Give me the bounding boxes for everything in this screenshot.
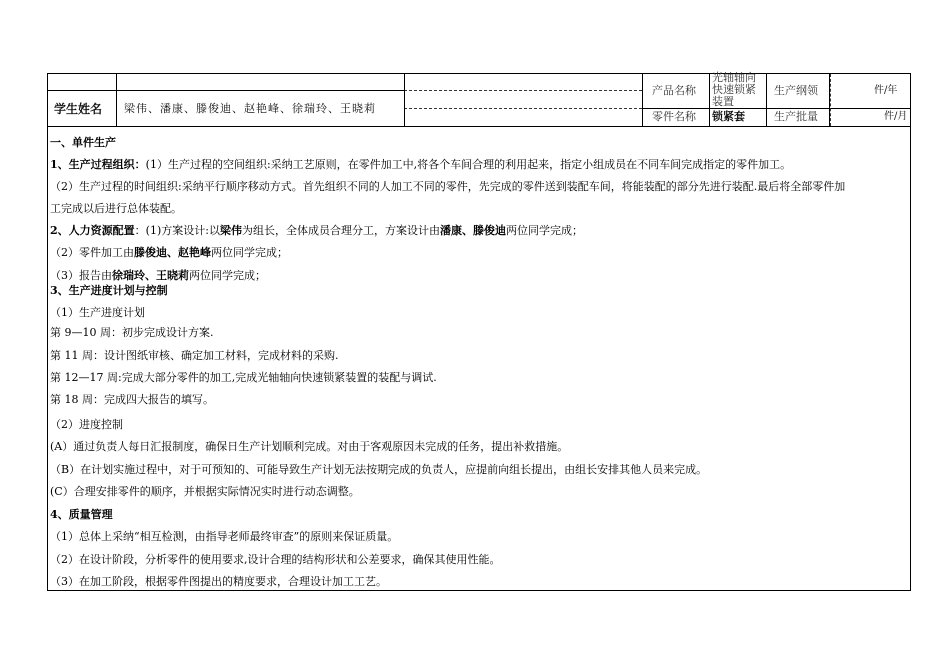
section-1-item-1 [50, 158, 791, 172]
quality-1: （1）总体上采纳“相互检测，由指导老师最终审查”的原则来保证质量。 [50, 530, 399, 543]
section-2-line1 [50, 224, 583, 238]
batch-label: 生产批量 [774, 110, 818, 123]
section-3-sub-2: （2）进度控制 [50, 418, 123, 431]
header-dash-top [404, 90, 642, 91]
program-unit: 件/年 [874, 85, 898, 96]
section-2-3-text-c: 两位同学完成； [189, 269, 266, 282]
control-c: (C）合理安排零件的顺序，并根据实际情况实时进行动态调整。 [50, 485, 360, 498]
product-value-line3: 装置 [712, 95, 734, 108]
product-value-line1: 光轴轴向 [712, 71, 756, 84]
program-label: 生产纲领 [774, 84, 818, 97]
header-col-4 [709, 74, 710, 126]
week-1: 第 9—10 周：初步完成设计方案. [50, 326, 214, 339]
header-col-1 [116, 74, 117, 126]
section-1-item-2-line1: （2）生产过程的时间组织:采纳平行顺序移动方式。首先组织不同的人加工不同的零件，先完成的零件送到装配车间，将能装配的部分先进行装配.最后将全部零件加 [50, 180, 846, 193]
section-3-sub-1: （1）生产进度计划 [50, 306, 145, 319]
header-col-5 [766, 74, 767, 126]
section-2-3-names: 徐瑞玲、王晓莉 [112, 269, 189, 282]
section-2-leader: 梁伟 [219, 224, 242, 237]
header-col-3 [642, 74, 643, 126]
section-2-line3 [50, 269, 266, 283]
section-2-3-text-a: （3）报告由 [50, 269, 112, 282]
product-label: 产品名称 [652, 84, 696, 97]
part-label: 零件名称 [652, 110, 696, 123]
student-names: 梁伟、潘康、滕俊迪、赵艳峰、徐瑞玲、王晓莉 [124, 102, 376, 115]
header-col-2 [404, 74, 405, 126]
section-2-2-text-a: （2）零件加工由 [50, 246, 134, 259]
section-1-item-1-label: 1、生产过程组织： [50, 158, 146, 171]
control-b: （B）在计划实施过程中，对于可预知的、可能导致生产计划无法按期完成的负责人，应提前向组长提出，由组长安排其他人员来完成。 [50, 463, 708, 476]
part-value: 锁紧套 [712, 110, 745, 123]
week-2: 第 11 周：设计图纸审核、确定加工材料，完成材料的采购. [50, 349, 339, 362]
section-2-designers: 潘康、滕俊迪 [439, 224, 506, 237]
section-2-line2 [50, 246, 288, 260]
section-2-text-a: ：(1)方案设计:以 [134, 224, 220, 237]
batch-unit: 件/月 [884, 111, 908, 122]
section-3-title: 3、生产进度计划与控制 [50, 284, 168, 297]
section-1-item-2-line2: 工完成以后进行总体装配。 [50, 202, 182, 215]
section-2-text-e: 两位同学完成； [505, 224, 583, 237]
section-2-2-names: 滕俊迪、赵艳峰 [134, 246, 211, 259]
quality-3: （3）在加工阶段，根据零件图提出的精度要求，合理设计加工工艺。 [50, 575, 387, 588]
section-1-item-1-text: (1）生产过程的空间组织:采纳工艺原则，在零件加工中,将各个车间合理的利用起来，指定小组成员在不同车间完成指定的零件加工。 [145, 158, 792, 171]
header-dash-mid [404, 108, 642, 109]
control-a: (A）通过负责人每日汇报制度，确保日生产计划顺利完成。对由于客观原因未完成的任务，提出补救措施。 [50, 440, 569, 453]
header-col-6-dash [830, 74, 831, 126]
header-rule-top-left [48, 90, 404, 91]
product-value-line2: 快速锁紧 [712, 83, 756, 96]
week-4: 第 18 周：完成四大报告的填写。 [50, 393, 214, 406]
student-label: 学生姓名 [54, 102, 103, 116]
section-2-text-c: 为组长，全体成员合理分工，方案设计由 [241, 224, 440, 237]
section-4-title: 4、质量管理 [50, 508, 113, 521]
header-rule-bottom [48, 126, 910, 127]
quality-2: （2）在设计阶段，分析零件的使用要求,设计合理的结构形状和公差要求，确保其使用性能。 [50, 553, 501, 566]
week-3: 第 12—17 周:完成大部分零件的加工,完成光轴轴向快速锁紧装置的装配与调试. [50, 371, 437, 384]
section-2-2-text-c: 两位同学完成； [211, 246, 288, 259]
document-table [47, 73, 911, 591]
section-2-label: 2、人力资源配置 [50, 224, 135, 237]
header-rule-right-mid [642, 108, 910, 109]
section-1-title: 一、单件生产 [50, 136, 116, 149]
